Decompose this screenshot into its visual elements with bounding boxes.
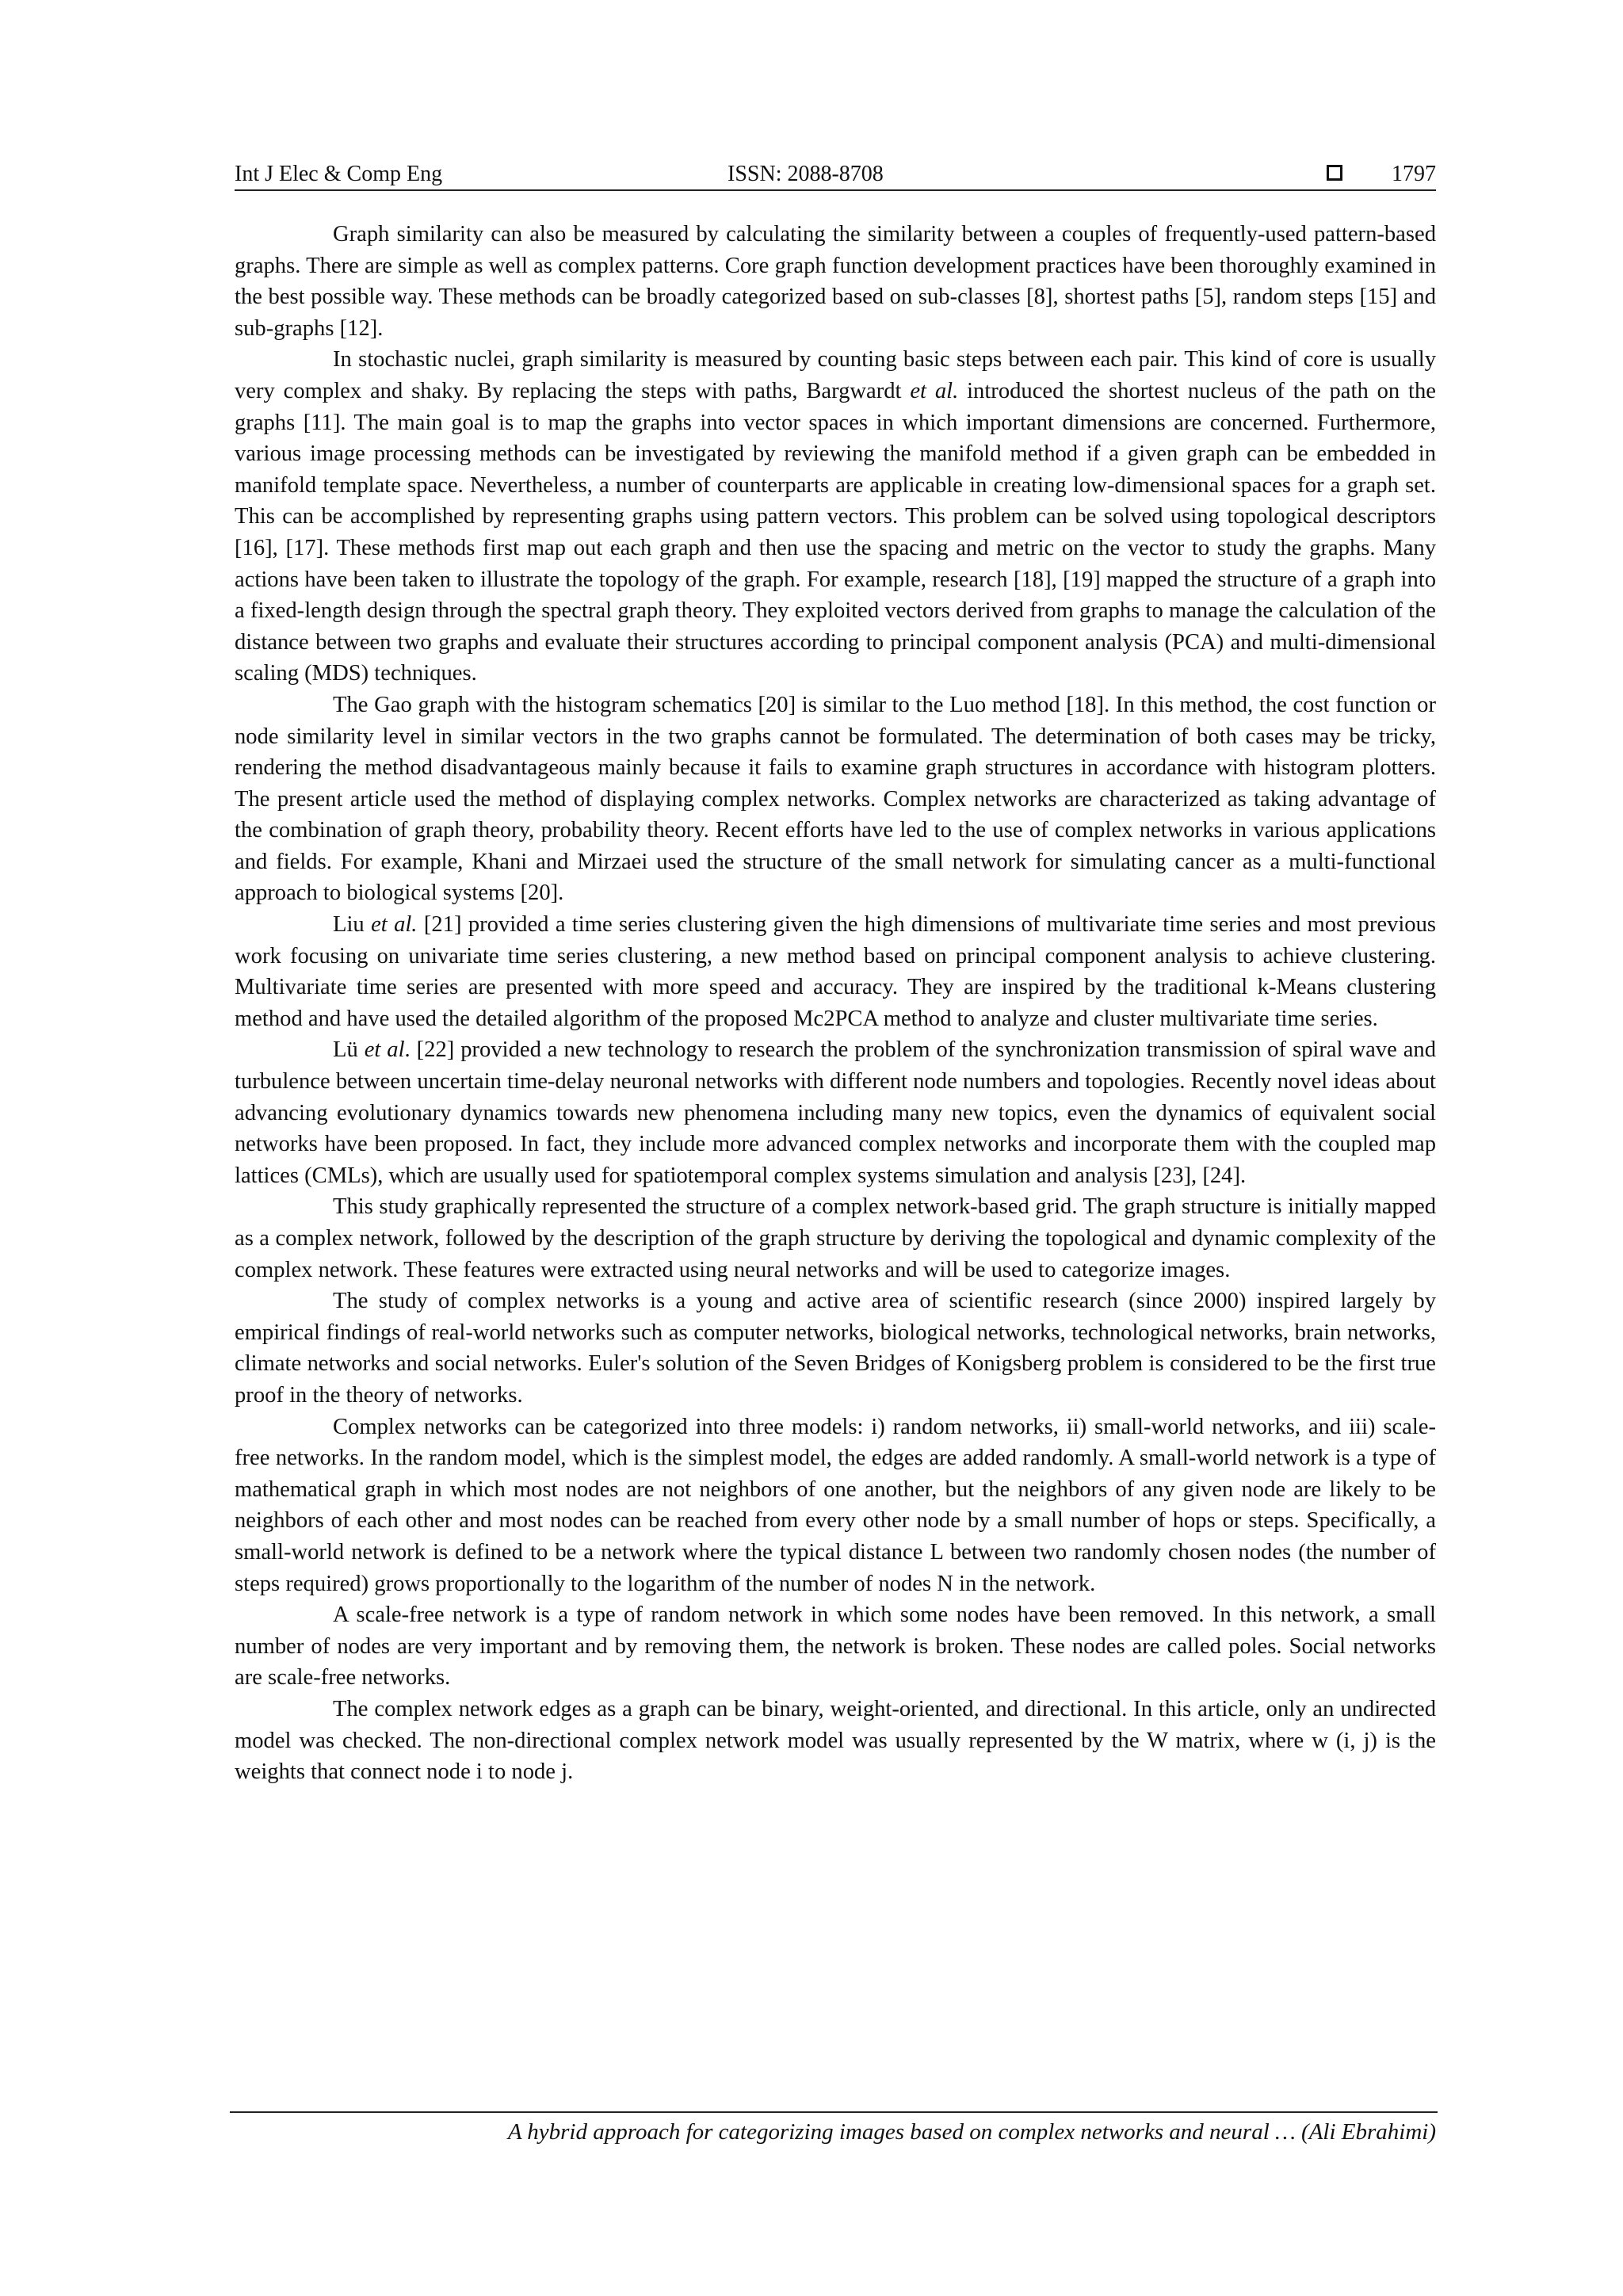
paragraph: The study of complex networks is a young and active area of scientific research (since 2000) inspired largely by empirical findings of real-world networks such as computer networks, biological networks, technological networks, brain networks, climate networks and social networks. Euler's solution of the Seven Bridges of Konigsberg problem is considered to be the first true proof in the theory of networks. [235, 1289, 1436, 1408]
paragraph: Liu et al. [21] provided a time series clustering given the high dimensions of multivariate time series and most previous work focusing on univariate time series clustering, a new method based on principal component analysis to achieve clustering. Multivariate time series are presented with more speed and accuracy. They are inspired by the traditional k-Means clustering method and have used the detailed algorithm of the proposed Mc2PCA method to analyze and cluster multivariate time series. [235, 912, 1436, 1031]
paragraph: A scale-free network is a type of random network in which some nodes have been removed. In this network, a small number of nodes are very important and by removing them, the network is broken. These nodes are called poles. Social networks are scale-free networks. [235, 1603, 1436, 1690]
paragraph: Lü et al. [22] provided a new technology to research the problem of the synchronization transmission of spiral wave and turbulence between uncertain time-delay neuronal networks with different node numbers and topologies. Recently novel ideas about advancing evolutionary dynamics towards new phenomena including many new topics, even the dynamics of equivalent social networks have been proposed. In fact, they include more advanced complex networks and incorporate them with the coupled map lattices (CMLs), which are usually used for spatiotemporal complex systems simulation and analysis [23], [24]. [235, 1037, 1436, 1188]
header-divider [235, 189, 1436, 191]
paragraph: This study graphically represented the structure of a complex network-based grid. The graph structure is initially mapped as a complex network, followed by the description of the graph structure by deriving the topological and dynamic complexity of the complex network. These features were extracted using neural networks and will be used to categorize images. [235, 1194, 1436, 1282]
running-footer: A hybrid approach for categorizing images based on complex networks and neural … (Ali Ebrahimi) [507, 2119, 1436, 2145]
paragraph: Complex networks can be categorized into three models: i) random networks, ii) small-world networks, and iii) scale-free networks. In the random model, which is the simplest model, the edges are added randomly. A small-world network is a type of mathematical graph in which most nodes are not neighbors of one another, but the neighbors of any given node are likely to be neighbors of each other and most nodes can be reached from every other node by a small number of hops or steps. Specifically, a small-world network is defined to be a network where the typical distance L between two randomly chosen nodes (the number of steps required) grows proportionally to the logarithm of the number of nodes N in the network. [235, 1414, 1436, 1596]
paragraph: In stochastic nuclei, graph similarity is measured by counting basic steps between each pair. This kind of core is usually very complex and shaky. By replacing the steps with paths, Bargwardt et al. introduced the shortest nucleus of the path on the graphs [11]. The main goal is to map the graphs into vector spaces in which important dimensions are concerned. Furthermore, various image processing methods can be investigated by reviewing the manifold method if a given graph can be embedded in manifold template space. Nevertheless, a number of counterparts are applicable in creating low-dimensional spaces for a graph set. This can be accomplished by representing graphs using pattern vectors. This problem can be solved using topological descriptors [16], [17]. These methods first map out each graph and then use the spacing and metric on the vector to study the graphs. Many actions have been taken to illustrate the topology of the graph. For example, research [18], [19] mapped the structure of a graph into a fixed-length design through the spectral graph theory. They exploited vectors derived from graphs to manage the calculation of the distance between two graphs and evaluate their structures according to principal component analysis (PCA) and multi-dimensional scaling (MDS) techniques. [235, 347, 1436, 686]
body-text [235, 219, 1436, 1788]
paragraph: The Gao graph with the histogram schematics [20] is similar to the Luo method [18]. In this method, the cost function or node similarity level in similar vectors in the two graphs cannot be formulated. The determination of both cases may be tricky, rendering the method disadvantageous mainly because it fails to examine graph structures in accordance with histogram plotters. The present article used the method of displaying complex networks. Complex networks are characterized as taking advantage of the combination of graph theory, probability theory. Recent efforts have led to the use of complex networks in various applications and fields. For example, Khani and Mirzaei used the structure of the small network for simulating cancer as a multi-functional approach to biological systems [20]. [235, 692, 1436, 906]
page-header [235, 159, 1436, 190]
footer-divider [230, 2111, 1438, 2113]
page-number: 1797 [1392, 162, 1436, 186]
paragraph: Graph similarity can also be measured by calculating the similarity between a couples of frequently-used pattern-based graphs. There are simple as well as complex patterns. Core graph function development practices have been thoroughly examined in the best possible way. These methods can be broadly categorized based on sub-classes [8], shortest paths [5], random steps [15] and sub-graphs [12]. [235, 222, 1436, 341]
checkbox-square-icon [1327, 165, 1342, 181]
paragraph: The complex network edges as a graph can be binary, weight-oriented, and directional. In this article, only an undirected model was checked. The non-directional complex network model was usually represented by the W matrix, where w (i, j) is the weights that connect node i to node j. [235, 1696, 1436, 1785]
journal-name: Int J Elec & Comp Eng [235, 162, 443, 186]
issn: ISSN: 2088-8708 [727, 162, 884, 186]
